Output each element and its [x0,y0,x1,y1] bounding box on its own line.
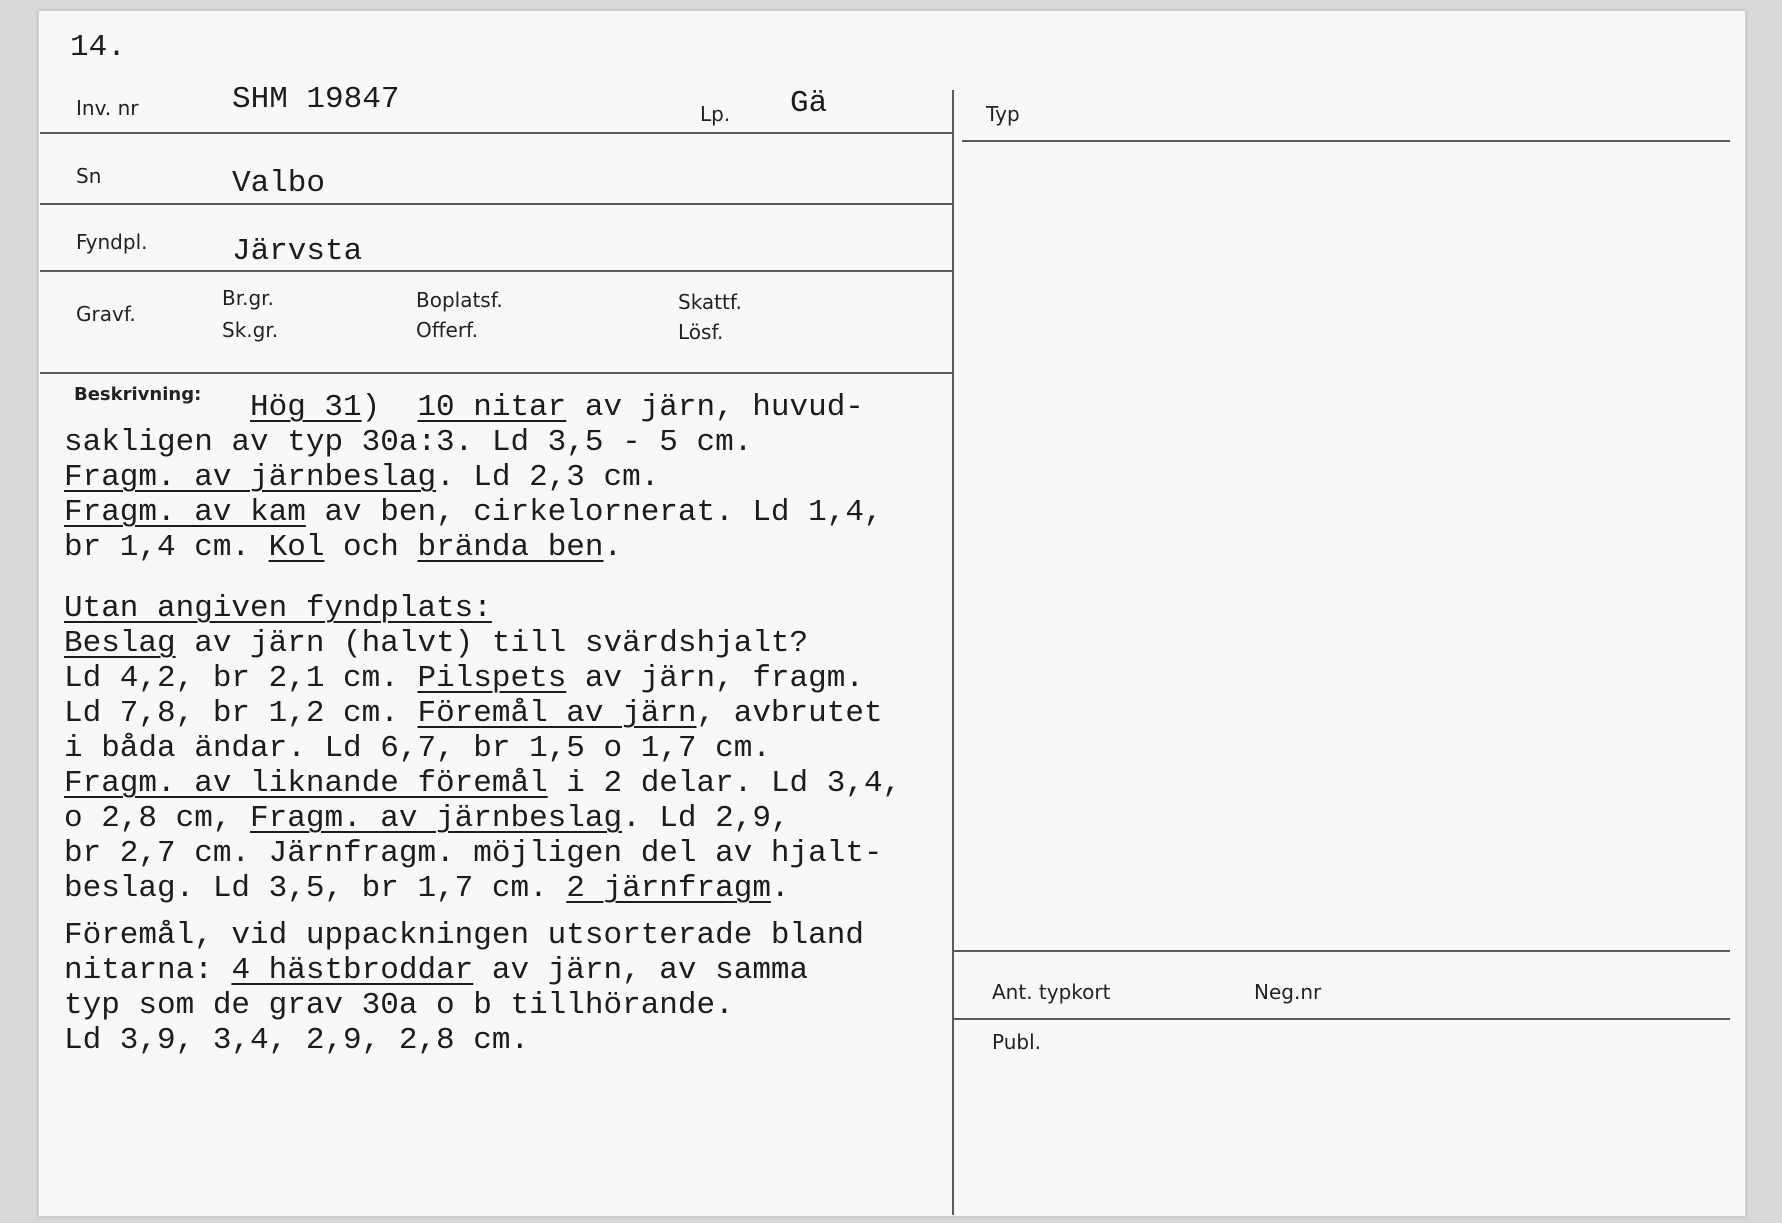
desc-text: Ld 3,9, 3,4, 2,9, 2,8 cm. [64,1023,530,1058]
underlined-text: Fragm. av kam [64,495,306,530]
desc-line [64,801,1014,836]
underlined-text: Hög 31 [250,390,362,425]
desc-line [64,530,1014,565]
desc-text: av järn, av samma [473,953,809,988]
desc-line [64,766,1014,801]
underlined-text: Pilspets [417,661,567,696]
desc-text: i båda ändar. Ld 6,7, br 1,5 o 1,7 cm. [64,731,771,766]
desc-text: nitarna: [64,953,232,988]
desc-text: och [324,530,418,565]
underlined-text: 10 nitar [417,390,567,425]
underlined-text: brända ben [417,530,604,565]
description-text [64,390,1014,1058]
desc-text: i 2 delar. Ld 3,4, [547,766,902,801]
rule-right-bottom-1 [954,950,1730,952]
underlined-text: 4 hästbroddar [231,953,474,988]
desc-text: typ som de grav 30a o b tillhörande. [64,988,734,1023]
fyndpl-label: Fyndpl. [76,230,148,254]
desc-text: av järn (halvt) till svärdshjalt? [175,626,809,661]
underlined-text: Utan angiven fyndplats: [64,591,492,626]
boplatsf-label: Boplatsf. [416,288,503,312]
desc-text: Ld 4,2, br 2,1 cm. [64,661,418,696]
desc-line [64,836,1014,871]
desc-text: . Ld 2,3 cm. [436,460,660,495]
offerf-label: Offerf. [416,318,478,342]
rule-after-sn [40,203,954,205]
publ-label: Publ. [992,1030,1041,1054]
desc-line [64,988,1014,1023]
underlined-text: Fragm. av järnbeslag [250,801,623,836]
underlined-text: Fragm. av liknande föremål [64,766,548,801]
desc-line [64,696,1014,731]
desc-text: av järn, huvud- [566,390,864,425]
rule-after-inv [40,132,954,134]
lp-label: Lp. [700,102,731,126]
rule-typ [962,140,1730,142]
desc-line [64,731,1014,766]
desc-line [64,390,1014,425]
desc-line [64,425,1014,460]
beskrivning-label: Beskrivning: [74,384,202,405]
desc-line [64,661,1014,696]
rule-after-gravf [40,372,954,374]
desc-text: o 2,8 cm, [64,801,251,836]
desc-line [64,871,1014,906]
desc-text: . [770,871,790,906]
underlined-text: 2 järnfragm [566,871,771,906]
desc-text: . Ld 2,9, [622,801,790,836]
sn-label: Sn [76,164,102,188]
underlined-text: Föremål av järn [417,696,697,731]
inv-nr-value: SHM 19847 [232,82,400,117]
inv-nr-label: Inv. nr [76,96,139,120]
desc-line [64,495,1014,530]
desc-line [64,918,1014,953]
fyndpl-value: Järvsta [232,234,363,269]
underlined-text: Fragm. av järnbeslag [64,460,437,495]
desc-text: , avbrutet [696,696,883,731]
desc-line [64,460,1014,495]
desc-line [64,626,1014,661]
desc-text: Ld 7,8, br 1,2 cm. [64,696,418,731]
desc-text: beslag. Ld 3,5, br 1,7 cm. [64,871,567,906]
lp-value: Gä [790,86,828,121]
desc-text: ) [361,390,418,425]
rule-after-fyndpl [40,270,954,272]
losf-label: Lösf. [678,320,724,344]
desc-text: br 1,4 cm. [64,530,269,565]
desc-text: br 2,7 cm. Järnfragm. möjligen del av hjalt- [64,836,883,871]
neg-nr-label: Neg.nr [1254,980,1322,1004]
desc-text: Föremål, vid uppackningen utsorterade bland [64,918,864,953]
skattf-label: Skattf. [678,290,742,314]
desc-text: av ben, cirkelornerat. Ld 1,4, [305,495,883,530]
desc-line [64,1023,1014,1058]
desc-text: sakligen av typ 30a:3. Ld 3,5 - 5 cm. [64,425,753,460]
desc-text: av järn, fragm. [566,661,864,696]
br-gr-label: Br.gr. [222,286,274,310]
underlined-text: Kol [268,530,325,565]
desc-line [64,591,1014,626]
rule-right-bottom-2 [954,1018,1730,1020]
sn-value: Valbo [232,166,326,201]
desc-text: . [603,530,623,565]
sk-gr-label: Sk.gr. [222,318,279,342]
underlined-text: Beslag [64,626,176,661]
gravf-label: Gravf. [76,302,136,326]
card-number: 14. [70,30,126,65]
typ-label: Typ [986,102,1020,126]
desc-line [64,953,1014,988]
ant-typkort-label: Ant. typkort [992,980,1111,1004]
